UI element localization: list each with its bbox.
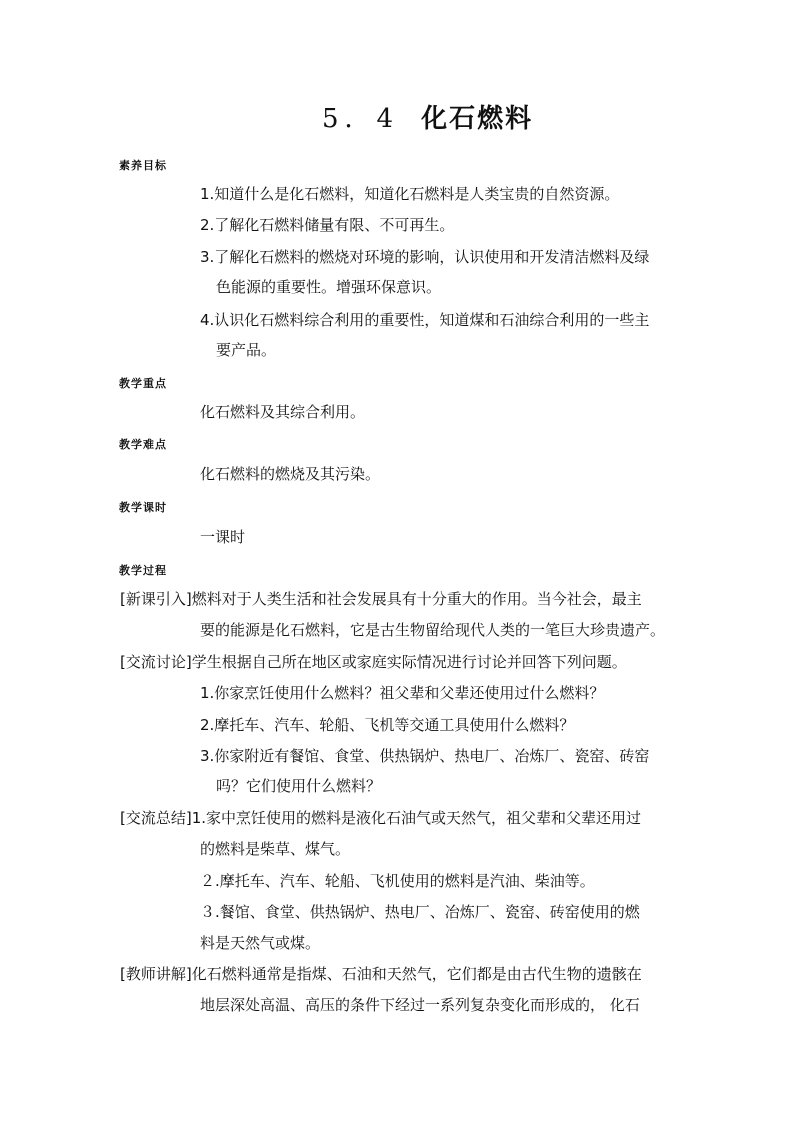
key-text: 化石燃料及其综合利用。 <box>200 403 366 421</box>
objective-line: 色能源的重要性。增强环保意识。 <box>216 278 442 296</box>
process-line: 1.你家烹饪使用什么燃料？祖父辈和父辈还使用过什么燃料？ <box>200 684 605 702</box>
objective-line: 3.了解化石燃料的燃烧对环境的影响，认识使用和开发清洁燃料及绿 <box>200 248 650 266</box>
title-number: 5．4 <box>322 104 400 134</box>
process-line: [交流总结]1.家中烹饪使用的燃料是液化石油气或天然气，祖父辈和父辈还用过 <box>120 809 642 827</box>
period-text: 一课时 <box>200 528 246 546</box>
process-line: 2.摩托车、汽车、轮船、飞机等交通工具使用什么燃料？ <box>200 716 575 734</box>
process-line: 3.你家附近有餐馆、食堂、供热锅炉、热电厂、冶炼厂、瓷窑、砖窑 <box>200 747 650 765</box>
title-text: 化石燃料 <box>421 104 534 134</box>
process-line: 要的能源是化石燃料，它是古生物留给现代人类的一笔巨大珍贵遗产。 <box>200 621 666 639</box>
process-line: [交流讨论]学生根据自己所在地区或家庭实际情况进行讨论并回答下列问题。 <box>120 653 627 671</box>
process-line: 料是天然气或煤。 <box>200 934 321 952</box>
process-line: ２.摩托车、汽车、轮船、飞机使用的燃料是汽油、柴油等。 <box>200 872 595 890</box>
objective-line: 2.了解化石燃料储量有限、不可再生。 <box>200 216 455 234</box>
process-line: ３.餐馆、食堂、供热锅炉、热电厂、冶炼厂、瓷窑、砖窑使用的燃 <box>200 903 640 921</box>
process-line: 地层深处高温、高压的条件下经过一系列复杂变化而形成的， 化石 <box>200 996 640 1014</box>
objective-line: 1.知道什么是化石燃料，知道化石燃料是人类宝贵的自然资源。 <box>200 185 620 203</box>
objective-line: 4.认识化石燃料综合利用的重要性，知道煤和石油综合利用的一些主 <box>200 311 650 329</box>
page-title <box>322 98 533 135</box>
difficulty-text: 化石燃料的燃烧及其污染。 <box>200 465 381 483</box>
process-line: 吗？它们使用什么燃料？ <box>216 777 382 795</box>
process-line: 的燃料是柴草、煤气。 <box>200 840 351 858</box>
objectives-heading: 素养目标 <box>119 159 167 172</box>
process-line: [教师讲解]化石燃料通常是指煤、石油和天然气，它们都是由古代生物的遗骸在 <box>120 965 642 983</box>
process-heading: 教学过程 <box>119 564 167 577</box>
difficulty-heading: 教学难点 <box>119 438 167 451</box>
process-line: [新课引入]燃料对于人类生活和社会发展具有十分重大的作用。当今社会，最主 <box>120 590 642 608</box>
key-heading: 教学重点 <box>119 377 167 390</box>
objective-line: 要产品。 <box>216 341 277 359</box>
period-heading: 教学课时 <box>119 501 167 514</box>
